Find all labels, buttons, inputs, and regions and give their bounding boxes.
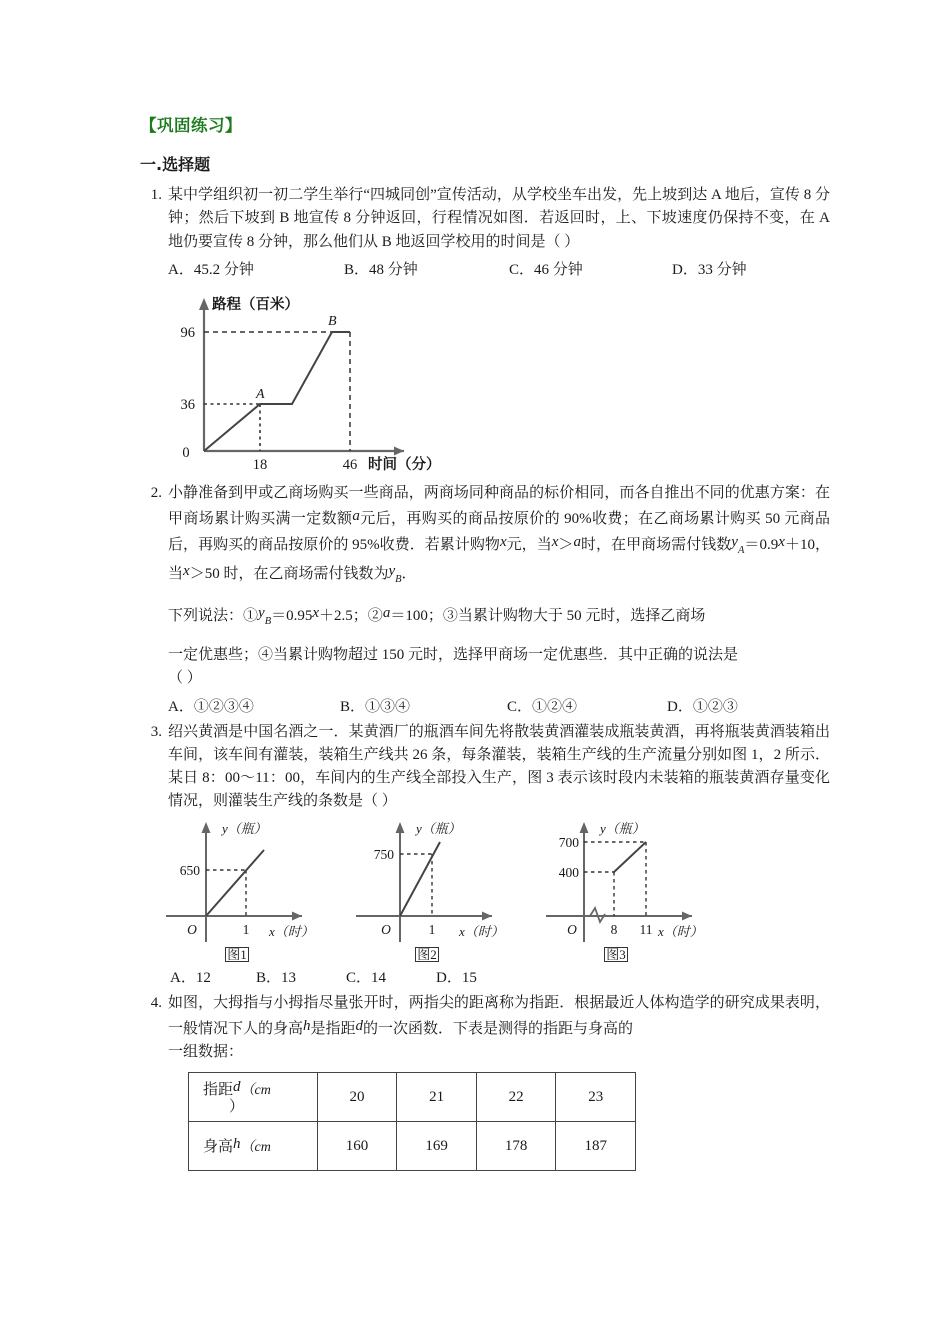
figure-1-caption xyxy=(172,947,302,964)
fig2-y-axis-arrow xyxy=(396,822,405,833)
row1-label: 指距 xyxy=(203,1081,234,1098)
travel-ytick-96: 96 xyxy=(180,324,195,341)
q2-claims-yb-sub: B xyxy=(264,615,272,627)
figure-3-svg xyxy=(542,818,742,946)
travel-ytick-36: 36 xyxy=(180,396,195,413)
q4-line2b: 是指距 xyxy=(310,1020,356,1037)
q2-line4e: ＞50 时，在乙商场需付钱数为 xyxy=(189,565,389,582)
finger-span-height-table xyxy=(188,1072,636,1171)
travel-point-b-label: B xyxy=(328,313,337,329)
fig2-xtick-1: 1 xyxy=(428,921,436,937)
table-cell-h-187: 187 xyxy=(556,1122,636,1171)
q2-line4d: ＋10，当 xyxy=(168,537,830,582)
fig3-caption-text: 图3 xyxy=(606,946,626,962)
q2-yb-subscript: B xyxy=(395,573,402,585)
q2-line4c: ＝0.9 xyxy=(744,537,779,554)
fig1-ytick-650: 650 xyxy=(179,862,200,878)
fig1-ylabel: y（瓶） xyxy=(222,820,267,836)
q2-claims-var-x: x xyxy=(312,604,320,621)
q4-line3: 一组数据： xyxy=(168,1044,244,1061)
q2-var-a2: a xyxy=(573,534,581,551)
fig1-caption-text: 图1 xyxy=(227,946,247,962)
table-cell-d-22: 22 xyxy=(476,1073,556,1122)
table-row-finger-span xyxy=(189,1073,636,1122)
option-1-c[interactable]: C．46 分钟 xyxy=(509,261,583,278)
option-1-b[interactable]: B．48 分钟 xyxy=(344,261,418,278)
q2-line4f: ． xyxy=(401,565,417,582)
row2-unit: （cm xyxy=(240,1140,271,1156)
figure-2-caption xyxy=(362,947,492,964)
figure-2-cell xyxy=(352,818,542,964)
table-cell-d-23: 23 xyxy=(556,1073,636,1122)
fig2-xlabel: x（时） xyxy=(459,923,504,939)
y-axis-arrow xyxy=(199,298,209,310)
question-3-figures xyxy=(162,818,830,964)
option-2-c[interactable]: C．①②④ xyxy=(507,698,578,715)
question-3-text: 绍兴黄酒是中国名酒之一．某黄酒厂的瓶酒车间先将散装黄酒灌装成瓶装黄酒，再将瓶装黄酒装箱出车间，该车间有灌装，装箱生产线共 26 条，每条灌装，装箱生产线的生产流量分别如图 1，2 所示．某日 8：00～11：00，车间内的生产线全部投入生产，图 3 表示该时段内未装箱的瓶装黄酒存量变化情况，则灌装生产线的条数是（ ） xyxy=(168,723,830,810)
q2-claims-line2: 一定优惠些；④当累计购物超过 150 元时，选择甲商场一定优惠些．其中正确的说法是 xyxy=(168,647,739,664)
x-axis-arrow xyxy=(394,446,404,455)
question-3-number: 3. xyxy=(150,723,162,740)
question-2 xyxy=(140,482,830,588)
q2-ya-symbol: y xyxy=(731,534,738,551)
fig3-ytick-400: 400 xyxy=(558,864,579,880)
figure-3-caption xyxy=(546,947,686,964)
question-2-claims-cont xyxy=(140,644,830,691)
travel-origin-label: 0 xyxy=(182,444,190,461)
q2-claims-var-a: a xyxy=(382,604,391,621)
travel-graph-figure xyxy=(164,286,830,476)
row1-unit: （cm xyxy=(240,1082,271,1098)
q2-claims-a: 下列说法：① xyxy=(168,607,259,624)
fig1-data-line xyxy=(206,850,264,916)
table-row-height xyxy=(189,1122,636,1171)
q4-line2c: 的一次函数．下表是测得的指距与身高的 xyxy=(363,1020,634,1037)
fig2-ytick-750: 750 xyxy=(373,846,394,862)
table-cell-h-160: 160 xyxy=(317,1122,397,1171)
option-2-d[interactable]: D．①②③ xyxy=(667,698,738,715)
question-3 xyxy=(140,721,830,814)
q4-var-h: h xyxy=(303,1017,311,1034)
subsection-title: 一.选择题 xyxy=(140,155,211,174)
figure-2-svg xyxy=(352,818,542,946)
q2-var-x2: x xyxy=(551,534,559,551)
q2-claims-yb: y xyxy=(258,604,265,621)
q2-claims-line3: （ ） xyxy=(168,670,202,687)
travel-data-line xyxy=(204,332,350,451)
option-2-b[interactable]: B．①③④ xyxy=(340,698,411,715)
fig2-x-axis-arrow xyxy=(482,911,492,920)
question-2-number: 2. xyxy=(150,484,162,501)
q2-var-x4: x xyxy=(183,562,190,579)
travel-graph-svg xyxy=(164,286,494,471)
fig3-y-axis-arrow xyxy=(580,822,589,833)
fig3-data-line xyxy=(614,842,646,872)
question-1-options xyxy=(140,258,830,282)
question-4 xyxy=(140,992,830,1065)
question-3-options xyxy=(140,966,830,990)
travel-xtick-46: 46 xyxy=(342,456,358,471)
fig1-origin-label: O xyxy=(187,921,197,937)
row1-close-paren: ） xyxy=(229,1098,245,1115)
table-cell-h-169: 169 xyxy=(397,1122,477,1171)
q2-var-a: a xyxy=(352,508,360,524)
document-content xyxy=(140,112,830,1171)
fig3-xtick-11: 11 xyxy=(639,921,653,937)
table-cell-h-178: 178 xyxy=(476,1122,556,1171)
q4-line1: 如图，大拇指与小拇指尽量张开时，两指尖的距离称为指距．根据最近人体构造学的研 xyxy=(168,994,740,1011)
fig3-origin-label: O xyxy=(567,921,577,937)
q2-claims-b: ＝0.95 xyxy=(271,607,313,624)
q4-line2a: 究成果表明，一般情况下人的身高 xyxy=(168,994,830,1037)
fig3-x-axis-arrow xyxy=(682,911,692,920)
option-2-a[interactable]: A．①②③④ xyxy=(168,698,254,715)
option-1-d[interactable]: D．33 分钟 xyxy=(672,261,747,278)
fig3-ylabel: y（瓶） xyxy=(600,820,645,836)
fig3-xtick-8: 8 xyxy=(610,921,618,937)
travel-xtick-18: 18 xyxy=(252,456,268,471)
q2-claims-c: ＋2.5；② xyxy=(319,607,383,624)
fig1-xtick-1: 1 xyxy=(242,921,250,937)
question-1-text: 某中学组织初一初二学生举行“四城同创”宣传活动，从学校坐车出发，先上坡到达 A 地后，宣传 8 分钟；然后下坡到 B 地宣传 8 分钟返回，行程情况如图．若返回时，上、下坡速度仍保持不变，在 A 地仍要宣传 8 分钟，那么他们从 B 地返回学校用的时间是（ ） xyxy=(168,187,830,250)
row2-label: 身高 xyxy=(203,1139,234,1156)
option-3-d[interactable]: D．15 xyxy=(436,969,477,986)
travel-ylabel: 路程（百米） xyxy=(212,296,299,313)
question-2-text xyxy=(168,482,830,588)
fig3-ytick-700: 700 xyxy=(558,834,579,850)
fig3-xlabel: x（时） xyxy=(658,923,703,939)
fig1-xlabel: x（时） xyxy=(269,923,314,939)
question-1-number: 1. xyxy=(150,187,162,203)
q2-line3b: 元，当 xyxy=(506,537,552,554)
option-1-a[interactable]: A．45.2 分钟 xyxy=(168,261,254,278)
question-4-number: 4. xyxy=(150,994,162,1011)
row2-var-h: h xyxy=(233,1136,241,1153)
figure-3-cell xyxy=(542,818,742,964)
fig2-caption-text: 图2 xyxy=(417,946,437,962)
q2-var-x1: x xyxy=(499,534,507,551)
table-header-finger-span xyxy=(189,1073,318,1122)
q2-line2b: 元后，再购买的商品按原价的 90%收费；在 xyxy=(359,511,654,527)
q2-line2a: 优惠方案：在甲商场累计购买满一定数额 xyxy=(168,484,830,527)
q2-line1: 小静准备到甲或乙商场购买一些商品，两商场同种商品的标价相同，而各自推出不同的 xyxy=(168,484,740,501)
question-2-options xyxy=(140,695,830,719)
fig2-data-line xyxy=(400,842,440,916)
fig1-y-axis-arrow xyxy=(202,822,211,833)
option-3-a[interactable]: A．12 xyxy=(170,969,211,986)
section-title: 【巩固练习】 xyxy=(140,116,242,135)
fig2-origin-label: O xyxy=(381,921,391,937)
figure-1-svg xyxy=(162,818,352,946)
q2-var-x3: x xyxy=(778,534,785,551)
option-3-b[interactable]: B．13 xyxy=(256,969,297,986)
travel-xlabel: 时间（分） xyxy=(368,456,441,471)
travel-point-a-label: A xyxy=(256,386,265,402)
q2-yb-symbol: y xyxy=(388,562,396,579)
q2-line3a: 乙商场累计购买 50 元商品后，再购买的商品按原价的 95%收费．若累计购物 xyxy=(168,511,830,554)
fig2-ylabel: y（瓶） xyxy=(416,820,461,836)
q2-claims-d: ＝100；③当累计购物大于 50 元时，选择乙商场 xyxy=(390,607,706,624)
q2-line4b: 时，在甲商场需付钱数 xyxy=(580,537,732,554)
question-1 xyxy=(140,184,830,254)
question-4-text xyxy=(168,992,830,1065)
q2-line4a: ＞ xyxy=(558,537,574,554)
figure-1-cell xyxy=(162,818,352,964)
table-cell-d-20: 20 xyxy=(317,1073,397,1122)
option-3-c[interactable]: C．14 xyxy=(346,969,387,986)
table-header-height xyxy=(189,1122,318,1171)
row1-var-d: d xyxy=(233,1078,241,1095)
q2-ya-subscript: A xyxy=(737,545,745,557)
table-cell-d-21: 21 xyxy=(397,1073,477,1122)
q4-var-d: d xyxy=(355,1017,364,1034)
fig1-x-axis-arrow xyxy=(292,911,302,920)
question-2-claims xyxy=(140,602,830,630)
